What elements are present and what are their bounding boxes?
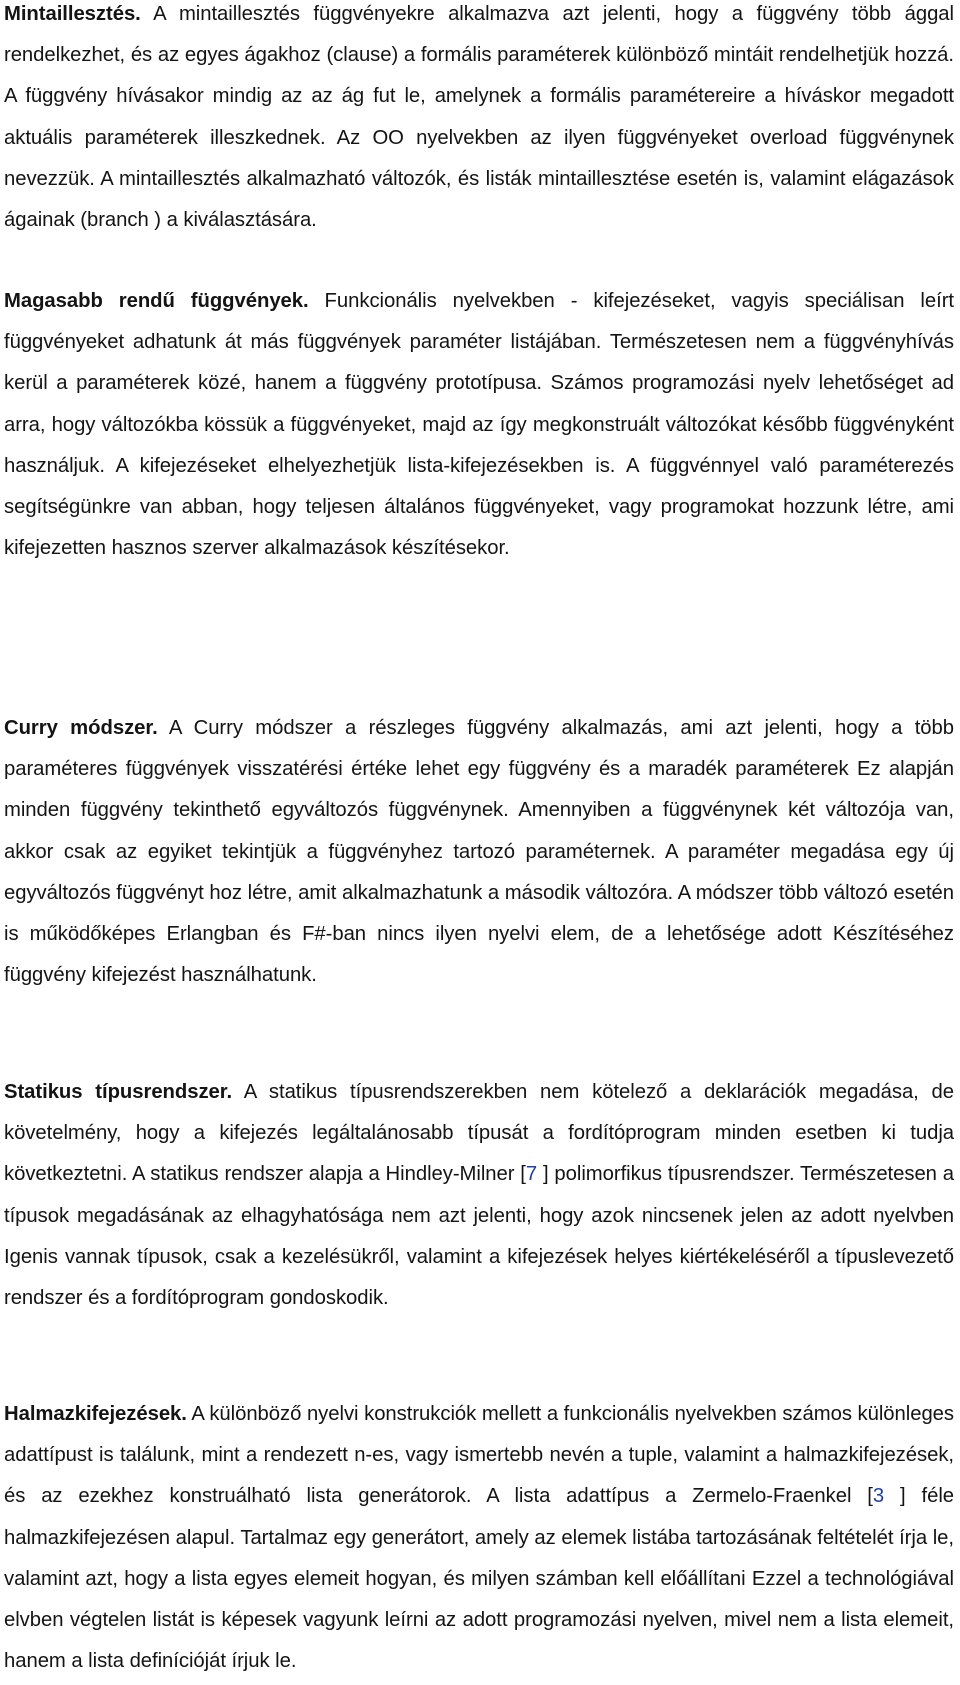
paragraph-heading: Statikus típusrendszer. — [4, 1081, 233, 1103]
citation-link[interactable]: 7 — [525, 1163, 538, 1186]
paragraph-heading: Curry módszer. — [4, 717, 158, 739]
paragraph-body-end: ] féle halmazkifejezésen alapul. Tartalmaz egy generátort, amely az elemek listába tartozásának feltételét írja le, valamint azt, hogy a lista egyes elemeit hogyan, és milyen számban kell előállítani Ezzel a technológiával elvben végtelen listát is képesek vagyunk leírni az adott programozási nyelven, mivel nem a lista elemeit, hanem a lista definícióját írjuk le. — [4, 1485, 954, 1673]
paragraph-heading: Magasabb rendű függvények. — [4, 290, 309, 312]
paragraph-pattern-matching — [4, 0, 954, 241]
paragraph-set-expressions — [4, 1394, 954, 1682]
paragraph-heading: Mintaillesztés. — [4, 3, 141, 25]
paragraph-body-start: A statikus típusrendszerekben nem kötelező a deklarációk megadása, de követelmény, hogy a kifejezés legáltalánosabb típusát a fordítóprogram minden esetben ki tudja következtetni. A statikus rendszer alapja a Hindley-Milner [ — [4, 1081, 955, 1186]
paragraph-static-type-system — [4, 1072, 954, 1319]
paragraph-body: A Curry módszer a részleges függvény alkalmazás, ami azt jelenti, hogy a több paraméteres függvények visszatérési értéke lehet egy függvény és a maradék paraméterek Ez alapján minden függvény tekinthető egyváltozós függvénynek. Amennyiben a függvénynek két változója van, akkor csak az egyiket tekintjük a függvényhez tartozó paraméternek. A paraméter megadása egy új egyváltozós függvényt hoz létre, amit alkalmazhatunk a második változóra. A módszer több változó esetén is működőképes Erlangban és F#-ban nincs ilyen nyelvi elem, de a lehetősége adott Készítéséhez függvény kifejezést használhatunk. — [4, 717, 954, 987]
paragraph-body-end: ] polimorfikus típusrendszer. Természetesen a típusok megadásának az elhagyhatósága nem azt jelenti, hogy azok nincsenek jelen az adott nyelvben Igenis vannak típusok, csak a kezelésükről, valamint a kifejezések helyes kiértékeléséről a típuslevezető rendszer és a fordítóprogram gondoskodik. — [4, 1163, 954, 1310]
citation-link[interactable]: 3 — [872, 1485, 885, 1508]
paragraph-higher-order-functions — [4, 281, 954, 569]
paragraph-body: A mintaillesztés függvényekre alkalmazva azt jelenti, hogy a függvény több ággal rendelkezhet, és az egyes ágakhoz (clause) a formális paraméterek különböző mintáit rendelhetjük hozzá. A függvény hívásakor mindig az az ág fut le, amelynek a formális paramétereire a híváskor megadott aktuális paraméterek illeszkednek. Az OO nyelvekben az ilyen függvényeket overload függvénynek nevezzük. A mintaillesztés alkalmazható változók, és listák mintaillesztése esetén is, valamint elágazások ágainak (branch ) a kiválasztására. — [4, 3, 954, 232]
paragraph-curry-method — [4, 708, 954, 996]
paragraph-heading: Halmazkifejezések. — [4, 1403, 187, 1425]
paragraph-body: Funkcionális nyelvekben - kifejezéseket, vagyis speciálisan leírt függvényeket adhatunk át más függvények paraméter listájában. Természetesen nem a függvényhívás kerül a paraméterek közé, hanem a függvény prototípusa. Számos programozási nyelv lehetőséget ad arra, hogy változókba kössük a függvényeket, majd az így megkonstruált változókat később függvényként használjuk. A kifejezéseket elhelyezhetjük lista-kifejezésekben is. A függvénnyel való paraméterezés segítségünkre van abban, hogy teljesen általános függvényeket, vagy programokat hozzunk létre, ami kifejezetten hasznos szerver alkalmazások készítésekor. — [4, 290, 954, 560]
paragraph-body-start: A különböző nyelvi konstrukciók mellett a funkcionális nyelvekben számos különleges adattípust is találunk, mint a rendezett n-es, vagy ismertebb nevén a tuple, valamint a halmazkifejezések, és az ezekhez konstruálható lista generátorok. A lista adattípus a Zermelo-Fraenkel [ — [4, 1403, 954, 1508]
